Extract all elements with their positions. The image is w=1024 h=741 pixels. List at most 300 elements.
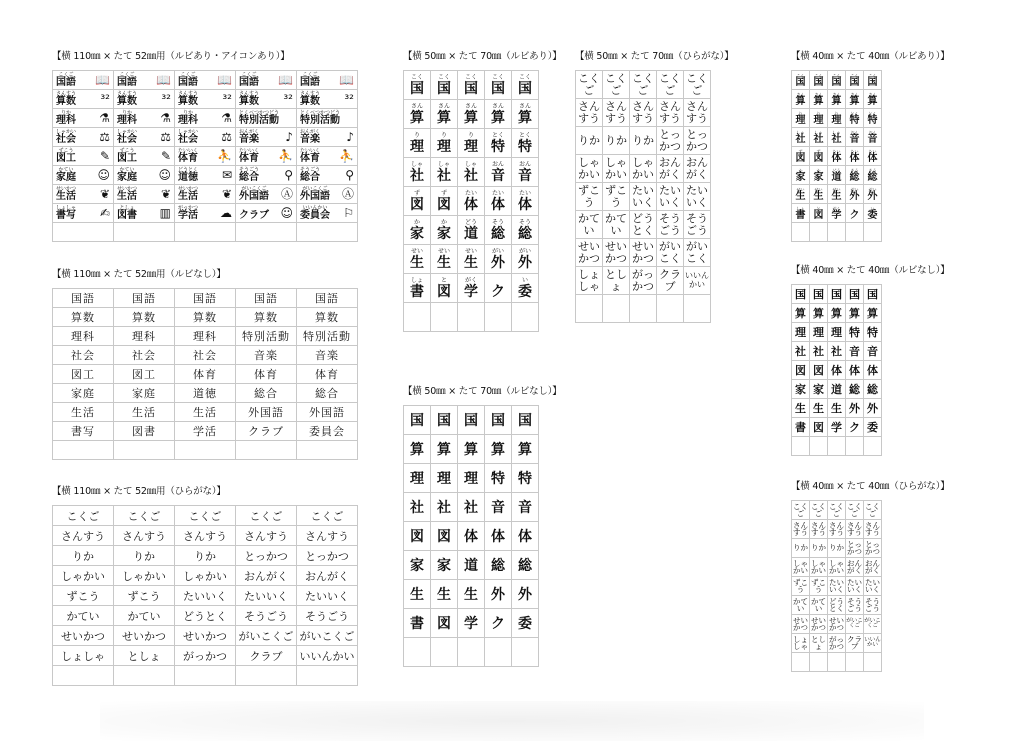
table-row (53, 71, 358, 90)
label-cell: しょしゃ (53, 646, 114, 666)
ruby-text: い (521, 277, 528, 284)
ruby-text: さん (491, 103, 504, 110)
subject-text: 生活 (56, 191, 76, 202)
label-cell (431, 274, 458, 303)
subject-text: 図書 (117, 210, 137, 221)
label-cell: 体 (828, 361, 846, 380)
table-row (792, 380, 882, 399)
label-cell: がいこく (657, 239, 684, 267)
ruby-text: さんすう (239, 91, 260, 97)
label-cell: しょしゃ (576, 267, 603, 295)
label-cell (175, 109, 236, 128)
table-row (404, 609, 539, 638)
ruby-text: おんがく (239, 129, 260, 135)
label-cell (792, 147, 810, 166)
ruby-text: しゃ (410, 161, 423, 168)
label-cell (846, 90, 864, 109)
label-cell: クラブ (847, 634, 862, 651)
table-row (404, 158, 539, 187)
label-cell (485, 274, 512, 303)
label-cell (485, 216, 512, 245)
label-cell: とっかつ (297, 546, 358, 566)
table-row (404, 435, 539, 464)
ruby-text: さん (814, 91, 823, 97)
ruby-text: しゃ (832, 129, 841, 135)
subject-text: 委員会 (300, 210, 330, 221)
subject-icon: Ⓐ (280, 187, 293, 201)
label-cell (53, 185, 114, 204)
label-cell (431, 129, 458, 158)
ruby-text: そう (850, 167, 859, 173)
label-cell (404, 158, 431, 187)
label-cell: さんすう (175, 526, 236, 546)
subject-icon: ⚲ (284, 168, 293, 182)
ruby-text: こく (410, 74, 423, 81)
ruby-text: そう (491, 219, 504, 226)
subject-text: 社 (410, 168, 424, 184)
label-cell: さんすう (53, 526, 114, 546)
ruby-text: がい (868, 186, 877, 192)
label-cell (114, 71, 175, 90)
table-row (53, 365, 358, 384)
label-cell (792, 71, 810, 90)
ruby-text: と (816, 205, 821, 211)
label-cell (297, 128, 358, 147)
label-cell: 理 (792, 323, 810, 342)
subject-text: 家 (410, 226, 424, 242)
ruby-text: こく (796, 72, 805, 78)
label-cell (846, 437, 864, 456)
subject-text: 国 (518, 81, 532, 97)
label-cell: たいいく (865, 577, 880, 594)
subject-text: 国語 (178, 77, 198, 88)
label-cell: 音楽 (297, 346, 358, 365)
table-row (53, 606, 358, 626)
subject-text: 道 (831, 171, 842, 183)
label-cell: 体 (512, 522, 539, 551)
section-title: 【横 110㎜ × たて 52㎜用（ルビあり・アイコンあり）】 (52, 51, 290, 62)
label-cell: しゃかい (603, 155, 630, 183)
label-cell: 算数 (114, 308, 175, 327)
section-title: 【横 50㎜ × たて 70㎜（ひらがな）】 (575, 51, 734, 62)
label-cell (404, 274, 431, 303)
label-cell (53, 71, 114, 90)
subject-icon: ⚖ (221, 130, 232, 144)
subject-icon: ❦ (160, 187, 171, 201)
subject-text: 社 (464, 168, 478, 184)
table-row (53, 566, 358, 586)
label-cell (114, 441, 175, 460)
label-cell: さんすう (603, 99, 630, 127)
subject-text: 理科 (117, 115, 137, 126)
label-cell: りか (828, 539, 846, 558)
section-title: 【横 40㎜ × たて 40㎜（ルビなし）】 (791, 265, 950, 276)
table-row (792, 147, 882, 166)
subject-text: 理科 (56, 115, 76, 126)
label-cell (297, 71, 358, 90)
ruby-text: しょ (796, 205, 805, 211)
label-cell (485, 187, 512, 216)
label-cell: こくご (53, 506, 114, 526)
table-row (792, 418, 882, 437)
label-cell: こくご (630, 71, 657, 99)
ruby-text: がっかつ (178, 205, 199, 211)
label-cell (431, 158, 458, 187)
ruby-text: さん (832, 91, 841, 97)
ruby-text: と (440, 277, 447, 284)
label-cell: 算 (810, 304, 828, 323)
label-cell: 算 (846, 304, 864, 323)
label-table (52, 288, 358, 460)
ruby-text: さん (850, 91, 859, 97)
ruby-text: ずこう (119, 148, 135, 154)
label-cell: ずこう (576, 183, 603, 211)
ruby-text: たいいく (178, 148, 199, 154)
subject-text: 図 (410, 197, 424, 213)
label-cell (810, 223, 828, 242)
ruby-text: しゃ (796, 129, 805, 135)
table-row (404, 245, 539, 274)
label-cell: がっかつ (829, 634, 844, 651)
subject-text: 生活 (117, 191, 137, 202)
label-cell (810, 90, 828, 109)
label-cell: たいいく (297, 586, 358, 606)
label-cell (114, 666, 175, 686)
label-set-small-ruby (791, 48, 950, 242)
table-row (53, 546, 358, 566)
ruby-text: おん (850, 129, 859, 135)
label-cell (512, 638, 539, 667)
label-cell: ずこう (793, 577, 808, 594)
label-cell: 算 (404, 435, 431, 464)
subject-text: 委 (867, 209, 878, 221)
table-row (792, 577, 882, 596)
label-cell: としょ (811, 634, 826, 651)
label-cell: 国 (828, 285, 846, 304)
label-cell: 総合 (236, 384, 297, 403)
ruby-text: こく (868, 72, 877, 78)
ruby-text: り (467, 132, 474, 139)
ruby-text: り (834, 110, 839, 116)
label-cell (175, 204, 236, 223)
table-row (404, 100, 539, 129)
label-table (791, 500, 882, 672)
label-cell: 特別活動 (236, 327, 297, 346)
label-cell: さんすう (793, 520, 808, 537)
label-cell (297, 109, 358, 128)
label-cell: せいかつ (793, 615, 808, 632)
subject-text: 算数 (300, 96, 320, 107)
subject-text: 算 (831, 95, 842, 107)
subject-text: 外 (849, 190, 860, 202)
label-cell: りか (630, 127, 657, 155)
label-cell: 国 (864, 285, 882, 304)
table-row (53, 666, 358, 686)
label-cell (236, 223, 297, 242)
subject-text: 音楽 (300, 134, 320, 145)
label-cell: おんがく (865, 558, 880, 575)
label-cell (175, 71, 236, 90)
label-cell: 道 (458, 551, 485, 580)
label-cell (297, 223, 358, 242)
label-cell: かてい (114, 606, 175, 626)
subject-text: 国語 (117, 77, 137, 88)
ruby-text: りか (121, 110, 132, 116)
label-cell (512, 71, 539, 100)
label-cell: クラブ (657, 267, 684, 295)
label-cell (485, 71, 512, 100)
label-cell: そうごう (297, 606, 358, 626)
subject-text: 算数 (56, 96, 76, 107)
label-cell: せいかつ (175, 626, 236, 646)
label-cell (828, 223, 846, 242)
label-cell (431, 303, 458, 332)
ruby-text: せい (832, 186, 841, 192)
ruby-text: とく (518, 132, 531, 139)
table-row (53, 441, 358, 460)
label-cell: さんすう (657, 99, 684, 127)
label-cell: 算 (828, 304, 846, 323)
table-row (792, 323, 882, 342)
label-cell: 社 (404, 493, 431, 522)
ruby-text: そう (868, 167, 877, 173)
label-table (403, 70, 539, 332)
label-cell: こくご (793, 501, 808, 518)
label-cell: 国 (512, 406, 539, 435)
table-row (53, 204, 358, 223)
label-cell: さんすう (297, 526, 358, 546)
subject-text: 図 (795, 152, 806, 164)
label-cell (404, 245, 431, 274)
subject-icon: ✎ (99, 149, 110, 163)
label-cell (828, 653, 846, 672)
label-cell (828, 147, 846, 166)
subject-icon: ⛹ (217, 149, 232, 163)
subject-text: 図 (813, 152, 824, 164)
subject-text: 学 (464, 284, 478, 300)
label-cell (431, 187, 458, 216)
label-cell: さんすう (236, 526, 297, 546)
label-cell: 生 (792, 399, 810, 418)
label-cell (485, 158, 512, 187)
table-row (53, 223, 358, 242)
subject-text: 外 (867, 190, 878, 202)
subject-text: 算 (795, 95, 806, 107)
subject-text: 特 (491, 139, 505, 155)
label-cell: がいこくご (864, 615, 882, 634)
label-cell: 道 (828, 380, 846, 399)
ruby-text: おん (868, 129, 877, 135)
ruby-text: こくご (302, 72, 318, 78)
label-set-small-plain (791, 262, 950, 456)
ruby-text: たい (868, 148, 877, 154)
table-row (792, 653, 882, 672)
ruby-text: としょ (119, 205, 135, 211)
label-cell: 図工 (114, 365, 175, 384)
subject-text: 国 (867, 76, 878, 88)
label-cell (864, 71, 882, 90)
label-set-wide-plain (52, 266, 358, 460)
label-cell: たいいく (657, 183, 684, 211)
subject-text: 体育 (239, 153, 259, 164)
label-cell: おんがく (297, 566, 358, 586)
ruby-text: こく (814, 72, 823, 78)
subject-text: 総 (518, 226, 532, 242)
subject-icon: ❦ (99, 187, 110, 201)
ruby-text: せい (814, 186, 823, 192)
label-cell: 国語 (297, 289, 358, 308)
subject-text: 体育 (300, 153, 320, 164)
label-cell: そうごう (847, 596, 862, 613)
label-cell (236, 666, 297, 686)
subject-text: 音 (491, 168, 505, 184)
subject-text: 国 (464, 81, 478, 97)
label-cell: たいいく (847, 577, 862, 594)
label-cell: 図 (431, 522, 458, 551)
ruby-text: か (816, 167, 821, 173)
label-cell (603, 295, 630, 323)
label-cell (175, 166, 236, 185)
label-cell (236, 185, 297, 204)
label-cell: 特 (512, 464, 539, 493)
subject-text: ク (491, 284, 505, 300)
ruby-text: しゃかい (178, 129, 199, 135)
section-title: 【横 110㎜ × たて 52㎜用（ルビなし）】 (52, 269, 226, 280)
label-cell (512, 274, 539, 303)
label-cell (114, 128, 175, 147)
subject-text: 算 (464, 110, 478, 126)
subject-text: 図工 (117, 153, 137, 164)
label-cell (458, 245, 485, 274)
table-row (792, 304, 882, 323)
label-cell: 国 (404, 406, 431, 435)
label-cell: 生 (404, 580, 431, 609)
label-cell (458, 638, 485, 667)
ruby-text: こくご (241, 72, 257, 78)
label-cell: 算数 (297, 308, 358, 327)
label-cell: しゃかい (811, 558, 826, 575)
label-cell (864, 223, 882, 242)
label-cell (576, 295, 603, 323)
subject-text: 道 (464, 226, 478, 242)
label-cell (53, 109, 114, 128)
ruby-text: たい (850, 148, 859, 154)
table-row (576, 155, 711, 183)
label-cell: どうとく (829, 596, 844, 613)
label-cell: とっかつ (847, 539, 862, 556)
ruby-text: どうとく (178, 167, 199, 173)
label-cell (236, 109, 297, 128)
subject-icon: 📖 (278, 73, 293, 87)
label-cell (175, 90, 236, 109)
subject-text: 特 (518, 139, 532, 155)
ruby-text: こく (850, 72, 859, 78)
label-cell (864, 147, 882, 166)
label-cell (864, 90, 882, 109)
label-cell: しょしゃ (793, 634, 808, 651)
label-cell (864, 204, 882, 223)
ruby-text: こく (491, 74, 504, 81)
subject-text: 委 (518, 284, 532, 300)
label-cell: そうごう (657, 211, 684, 239)
label-cell (846, 204, 864, 223)
label-cell: としょ (114, 646, 175, 666)
label-table (403, 405, 539, 667)
label-cell: かてい (811, 596, 826, 613)
subject-icon: ⚖ (160, 130, 171, 144)
label-cell (297, 441, 358, 460)
label-cell (512, 129, 539, 158)
label-set-mid-hiragana (575, 48, 734, 323)
subject-icon: ³² (100, 92, 110, 106)
subject-text: 図 (437, 284, 451, 300)
label-cell: こくご (297, 506, 358, 526)
label-cell: せいかつ (829, 615, 844, 632)
subject-text: 国 (831, 76, 842, 88)
ruby-text: さんすう (300, 91, 321, 97)
label-cell (828, 90, 846, 109)
label-cell: 総 (864, 380, 882, 399)
ruby-text: とく (491, 132, 504, 139)
label-cell: しゃかい (114, 566, 175, 586)
label-cell (236, 71, 297, 90)
label-cell: かてい (603, 211, 630, 239)
label-cell: さんすう (865, 520, 880, 537)
label-cell: こくご (236, 506, 297, 526)
label-cell (175, 666, 236, 686)
label-cell (404, 100, 431, 129)
subject-text: 外 (491, 255, 505, 271)
table-row (792, 285, 882, 304)
label-cell (792, 128, 810, 147)
label-cell (810, 147, 828, 166)
label-cell (404, 303, 431, 332)
ruby-text: ずこう (58, 148, 74, 154)
label-cell: 社 (458, 493, 485, 522)
label-cell (236, 204, 297, 223)
subject-text: 生 (813, 190, 824, 202)
label-cell (53, 128, 114, 147)
label-cell: かてい (53, 606, 114, 626)
label-cell: 社 (810, 342, 828, 361)
subject-text: 算 (867, 95, 878, 107)
label-cell (792, 185, 810, 204)
label-cell: そうごう (684, 211, 711, 239)
label-cell: せいかつ (630, 239, 657, 267)
label-cell: おんがく (657, 155, 684, 183)
table-row (53, 586, 358, 606)
label-cell: 国 (792, 285, 810, 304)
ruby-text: ず (798, 148, 803, 154)
label-cell: せいかつ (603, 239, 630, 267)
subject-icon: 📖 (217, 73, 232, 87)
label-cell: 生活 (53, 403, 114, 422)
table-row (576, 239, 711, 267)
subject-text: 音楽 (239, 134, 259, 145)
subject-text: 学活 (178, 210, 198, 221)
ruby-text: ず (816, 148, 821, 154)
ruby-text: ず (440, 190, 447, 197)
ruby-text: こくご (119, 72, 135, 78)
label-cell (810, 166, 828, 185)
subject-text: 総 (867, 171, 878, 183)
label-cell: 音 (512, 493, 539, 522)
subject-text: 生 (437, 255, 451, 271)
label-table (575, 70, 711, 323)
subject-text: 体 (867, 152, 878, 164)
label-cell: 社 (828, 342, 846, 361)
label-cell: クラブ (236, 646, 297, 666)
